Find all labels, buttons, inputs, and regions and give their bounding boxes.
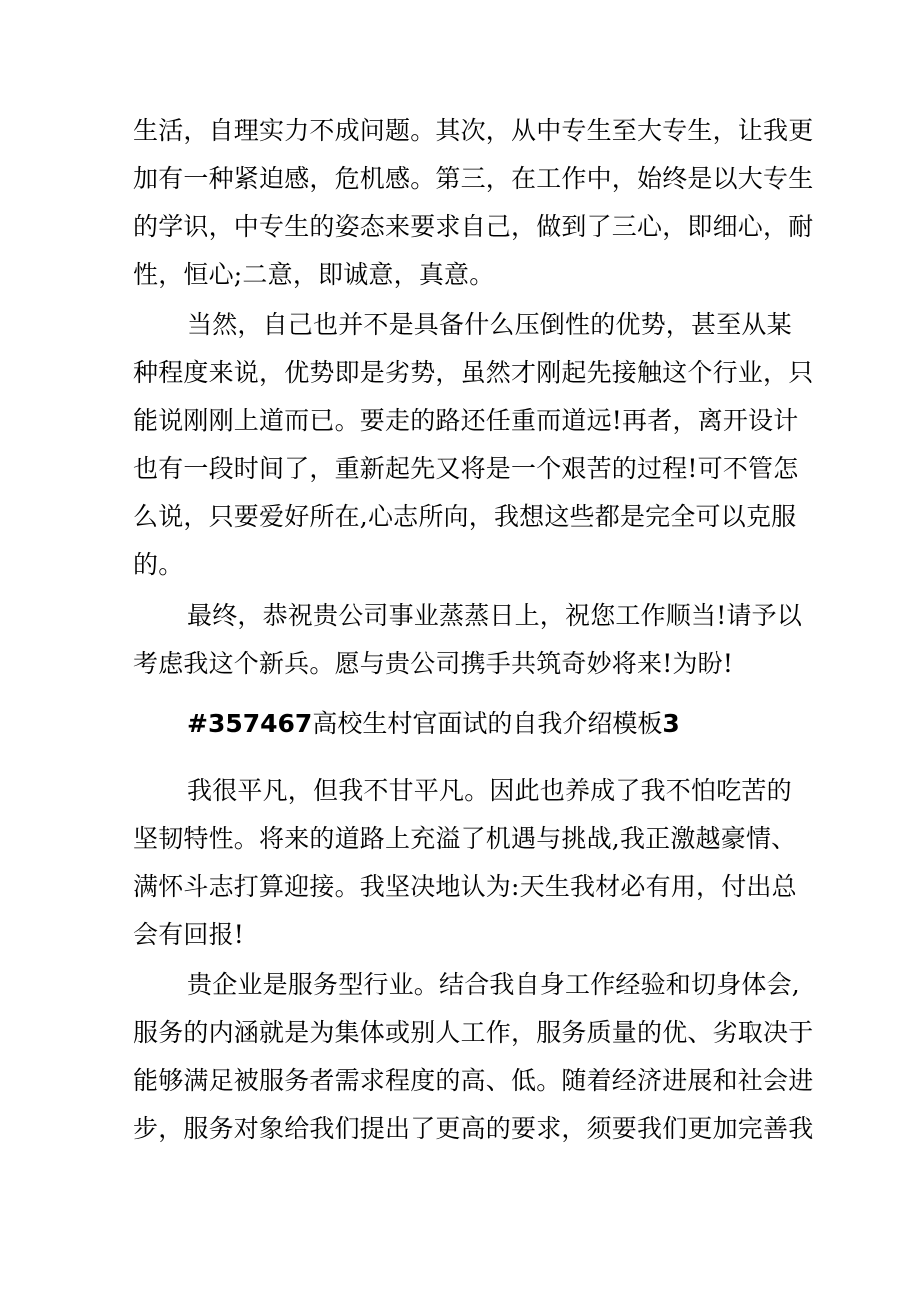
paragraph-self-management xyxy=(133,107,814,299)
text-line: 生活，自理实力不成问题。其次，从中专生至大专生，让我更 xyxy=(133,116,814,145)
text-line: 当然，自己也并不是具备什么压倒性的优势，甚至从某 xyxy=(187,310,792,339)
text-line: 坚韧特性。将来的道路上充溢了机遇与挑战,我正激越豪情、 xyxy=(133,824,797,853)
text-line: 的。 xyxy=(133,550,184,579)
text-line: 么说，只要爱好所在,心志所向，我想这些都是完全可以克服 xyxy=(133,502,797,531)
heading-suffix: 3 xyxy=(662,709,680,738)
text-line: 加有一种紧迫感，危机感。第三，在工作中，始终是以大专生 xyxy=(133,164,814,193)
paragraph-service xyxy=(133,961,814,1153)
text-line: 会有回报! xyxy=(133,920,245,949)
text-line: 性，恒心;二意，即诚意，真意。 xyxy=(133,260,495,289)
heading-number: #357467 xyxy=(187,709,313,738)
paragraph-closing xyxy=(133,592,803,688)
text-line: 步，服务对象给我们提出了更高的要求，须要我们更加完善我 xyxy=(133,1114,814,1143)
heading-title: 高校生村官面试的自我介绍模板 xyxy=(312,709,663,738)
text-line: 考虑我这个新兵。愿与贵公司携手共筑奇妙将来!为盼! xyxy=(133,649,734,678)
text-line: 的学识，中专生的姿态来要求自己，做到了三心，即细心，耐 xyxy=(133,212,814,241)
text-line: 满怀斗志打算迎接。我坚决地认为:天生我材必有用，付出总 xyxy=(133,872,797,901)
paragraph-advantages xyxy=(133,301,814,589)
text-line: 能够满足被服务者需求程度的高、低。随着经济进展和社会进 xyxy=(133,1066,814,1095)
text-line: 能说刚刚上道而已。要走的路还任重而道远!再者，离开设计 xyxy=(133,406,799,435)
text-line: 服务的内涵就是为集体或别人工作，服务质量的优、劣取决于 xyxy=(133,1018,814,1047)
section-heading xyxy=(187,700,680,748)
text-line: 我很平凡，但我不甘平凡。因此也养成了我不怕吃苦的 xyxy=(187,776,792,805)
text-line: 也有一段时间了，重新起先又将是一个艰苦的过程!可不管怎 xyxy=(133,454,799,483)
text-line: 最终，恭祝贵公司事业蒸蒸日上，祝您工作顺当!请予以 xyxy=(187,601,803,630)
paragraph-ordinary xyxy=(133,767,797,959)
text-line: 种程度来说，优势即是劣势，虽然才刚起先接触这个行业，只 xyxy=(133,358,814,387)
text-line: 贵企业是服务型行业。结合我自身工作经验和切身体会, xyxy=(187,970,800,999)
